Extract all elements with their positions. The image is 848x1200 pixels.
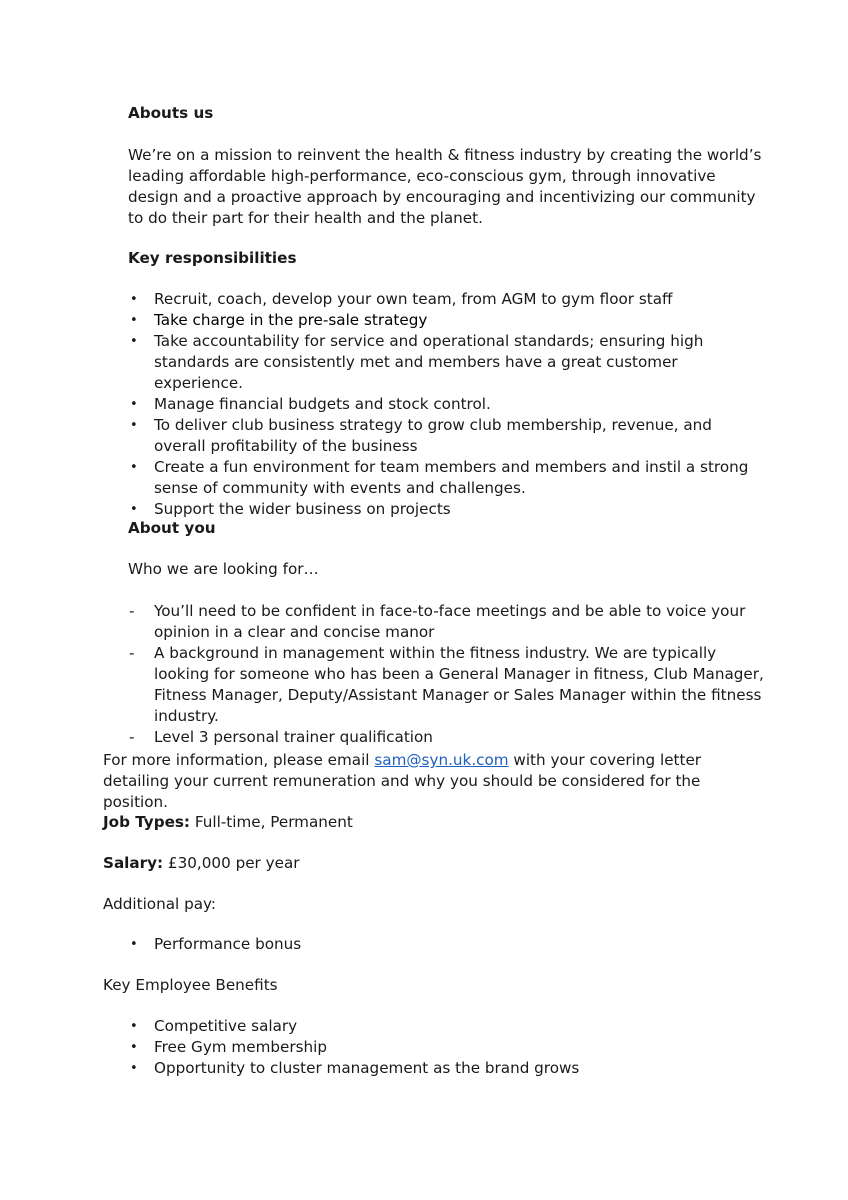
contact-paragraph: For more information, please email sam@syn.uk.com with your covering letter detailing your current remuneration and why you should be considered for the position. — [103, 751, 702, 811]
additional-pay-list — [128, 934, 768, 955]
list-item: A background in management within the fitness industry. We are typically looking for someone who has been a General Manager in fitness, Club Manager, Fitness Manager, Deputy/Assistant Manager or Sales Manager within the fitness industry. — [154, 644, 764, 725]
job-types-line — [103, 812, 763, 833]
responsibilities-list — [128, 289, 768, 520]
responsibilities-heading: Key responsibilities — [128, 249, 297, 267]
about-you-heading: About you — [128, 519, 216, 537]
list-item: Recruit, coach, develop your own team, from AGM to gym floor staff — [154, 290, 673, 308]
salary-value: £30,000 per year — [163, 854, 300, 872]
list-item: Performance bonus — [154, 935, 302, 953]
list-item: To deliver club business strategy to grow club membership, revenue, and overall profitability of the business — [154, 416, 712, 455]
list-item: Free Gym membership — [154, 1038, 327, 1056]
salary-line — [103, 853, 763, 874]
about-us-paragraph: We’re on a mission to reinvent the health & fitness industry by creating the world’s leading affordable high-performance, eco-conscious gym, through innovative design and a proactive approach by encouraging and incentivizing our community to do their part for their health and the planet. — [128, 146, 762, 227]
benefits-list — [128, 1016, 768, 1079]
list-item: Take accountability for service and operational standards; ensuring high standards are consistently met and members have a great customer experience. — [154, 332, 704, 392]
list-item: Level 3 personal trainer qualification — [154, 728, 433, 746]
email-link[interactable]: sam@syn.uk.com — [374, 751, 509, 769]
requirements-list — [128, 601, 768, 748]
list-item: Support the wider business on projects — [154, 500, 451, 518]
job-types-value: Full-time, Permanent — [190, 813, 353, 831]
list-item: Manage financial budgets and stock control. — [154, 395, 491, 413]
list-item: Competitive salary — [154, 1017, 298, 1035]
job-types-label: Job Types: — [103, 813, 190, 831]
salary-label: Salary: — [103, 854, 164, 872]
benefits-label: Key Employee Benefits — [103, 976, 278, 994]
list-item: Take charge in the pre-sale strategy — [154, 311, 428, 329]
list-item: Opportunity to cluster management as the brand grows — [154, 1059, 580, 1077]
additional-pay-label: Additional pay: — [103, 895, 217, 913]
about-us-heading: Abouts us — [128, 104, 214, 122]
list-item: Create a fun environment for team members and members and instil a strong sense of community with events and challenges. — [154, 458, 749, 497]
about-you-intro: Who we are looking for… — [128, 560, 319, 578]
list-item: You’ll need to be confident in face-to-face meetings and be able to voice your opinion in a clear and concise manor — [154, 602, 746, 641]
